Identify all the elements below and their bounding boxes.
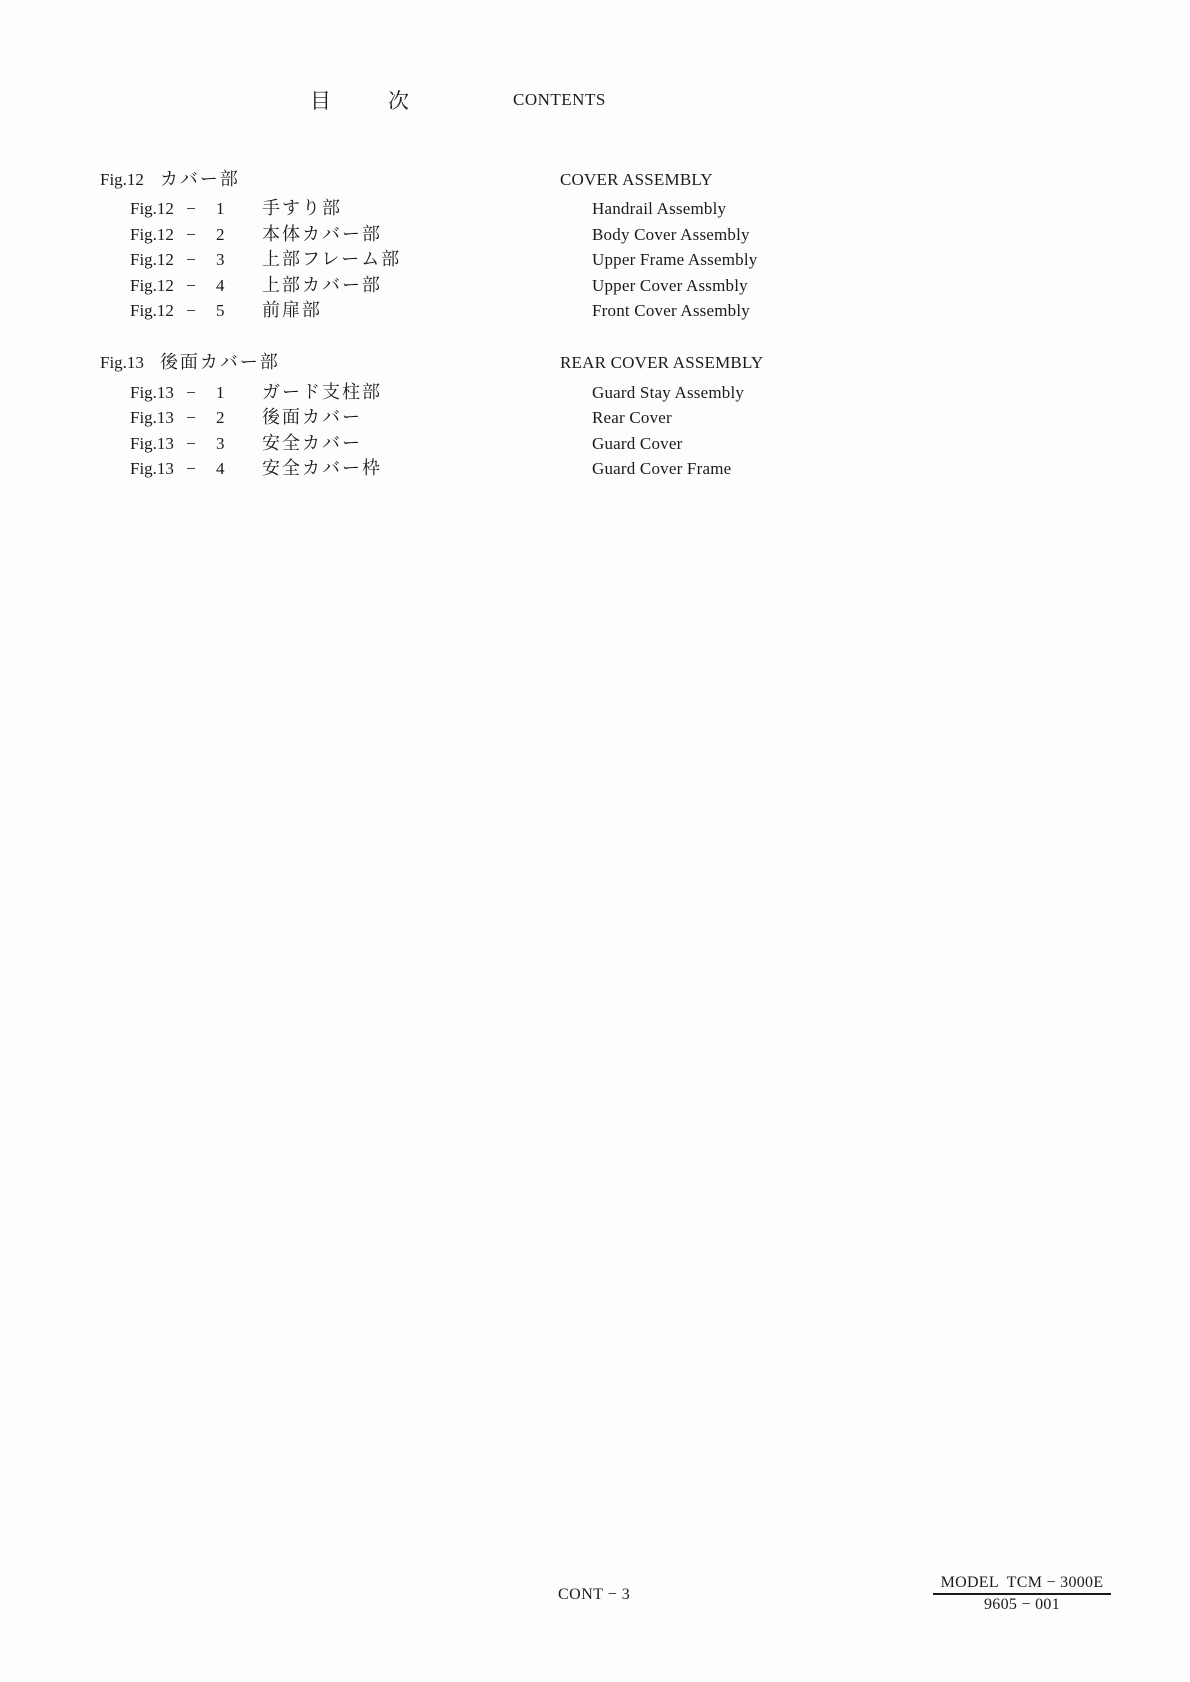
item-number: 1 bbox=[216, 199, 225, 219]
section-header bbox=[0, 350, 1190, 375]
toc-section-fig13 bbox=[0, 350, 1190, 481]
footer-page-number: CONT − 3 bbox=[558, 1586, 631, 1603]
item-title-english: Guard Stay Assembly bbox=[592, 382, 745, 402]
item-title-japanese: 安全カバー bbox=[262, 432, 362, 453]
toc-item bbox=[0, 222, 1190, 247]
item-number: 4 bbox=[216, 275, 225, 295]
item-number: 3 bbox=[216, 433, 225, 453]
item-title-japanese: 本体カバー部 bbox=[262, 223, 382, 244]
item-number: 2 bbox=[216, 408, 225, 428]
section-header bbox=[0, 167, 1190, 192]
item-title-english: Body Cover Assembly bbox=[592, 224, 750, 244]
item-title-english: Handrail Assembly bbox=[592, 199, 727, 219]
section-fig-number: Fig.13 bbox=[100, 353, 144, 373]
item-fig-label: Fig.12 − bbox=[130, 224, 196, 244]
item-title-english: Guard Cover Frame bbox=[592, 458, 732, 478]
section-items bbox=[0, 380, 1190, 482]
item-title-english: Guard Cover bbox=[592, 433, 683, 453]
section-items bbox=[0, 196, 1190, 323]
section-title-english: REAR COVER ASSEMBLY bbox=[560, 353, 764, 373]
toc-section-fig12 bbox=[0, 167, 1190, 323]
item-title-japanese: 手すり部 bbox=[262, 198, 342, 219]
item-number: 2 bbox=[216, 224, 225, 244]
item-fig-label: Fig.13 − bbox=[130, 382, 196, 402]
item-fig-label: Fig.12 − bbox=[130, 199, 196, 219]
toc-item bbox=[0, 196, 1190, 221]
item-number: 3 bbox=[216, 250, 225, 270]
item-number: 1 bbox=[216, 382, 225, 402]
item-number: 5 bbox=[216, 300, 225, 320]
toc-item bbox=[0, 247, 1190, 272]
toc-item bbox=[0, 456, 1190, 481]
item-fig-label: Fig.13 − bbox=[130, 433, 196, 453]
item-fig-label: Fig.12 − bbox=[130, 275, 196, 295]
toc-item bbox=[0, 298, 1190, 323]
toc-item bbox=[0, 431, 1190, 456]
item-title-english: Upper Cover Assmbly bbox=[592, 275, 748, 295]
section-title-english: COVER ASSEMBLY bbox=[560, 170, 713, 189]
item-title-japanese: 上部フレーム部 bbox=[262, 249, 402, 270]
section-title-japanese: 後面カバー部 bbox=[159, 352, 280, 373]
toc-item bbox=[0, 273, 1190, 298]
item-title-english: Upper Frame Assembly bbox=[592, 250, 758, 270]
table-of-contents bbox=[0, 167, 1190, 481]
footer-model-block bbox=[933, 1574, 1111, 1614]
item-title-japanese: 安全カバー枠 bbox=[262, 457, 382, 478]
section-fig-number: Fig.12 bbox=[100, 170, 144, 189]
item-fig-label: Fig.12 − bbox=[130, 300, 196, 320]
footer-doc-number: 9605 − 001 bbox=[983, 1596, 1061, 1613]
item-fig-label: Fig.13 − bbox=[130, 458, 196, 478]
item-title-japanese: ガード支柱部 bbox=[262, 381, 382, 402]
item-fig-label: Fig.12 − bbox=[130, 250, 196, 270]
item-title-japanese: 上部カバー部 bbox=[262, 274, 382, 295]
page-title-english: CONTENTS bbox=[513, 90, 606, 109]
item-title-japanese: 前扉部 bbox=[262, 299, 322, 320]
page-title-japanese: 目次 bbox=[310, 89, 466, 113]
section-title-japanese: カバー部 bbox=[159, 169, 240, 189]
footer-model-number: MODEL TCM − 3000E bbox=[933, 1574, 1111, 1595]
toc-item bbox=[0, 405, 1190, 430]
item-title-japanese: 後面カバー bbox=[262, 407, 362, 428]
item-fig-label: Fig.13 − bbox=[130, 408, 196, 428]
item-title-english: Rear Cover bbox=[592, 408, 672, 428]
item-number: 4 bbox=[216, 458, 225, 478]
toc-item bbox=[0, 380, 1190, 405]
item-title-english: Front Cover Assembly bbox=[592, 300, 750, 320]
